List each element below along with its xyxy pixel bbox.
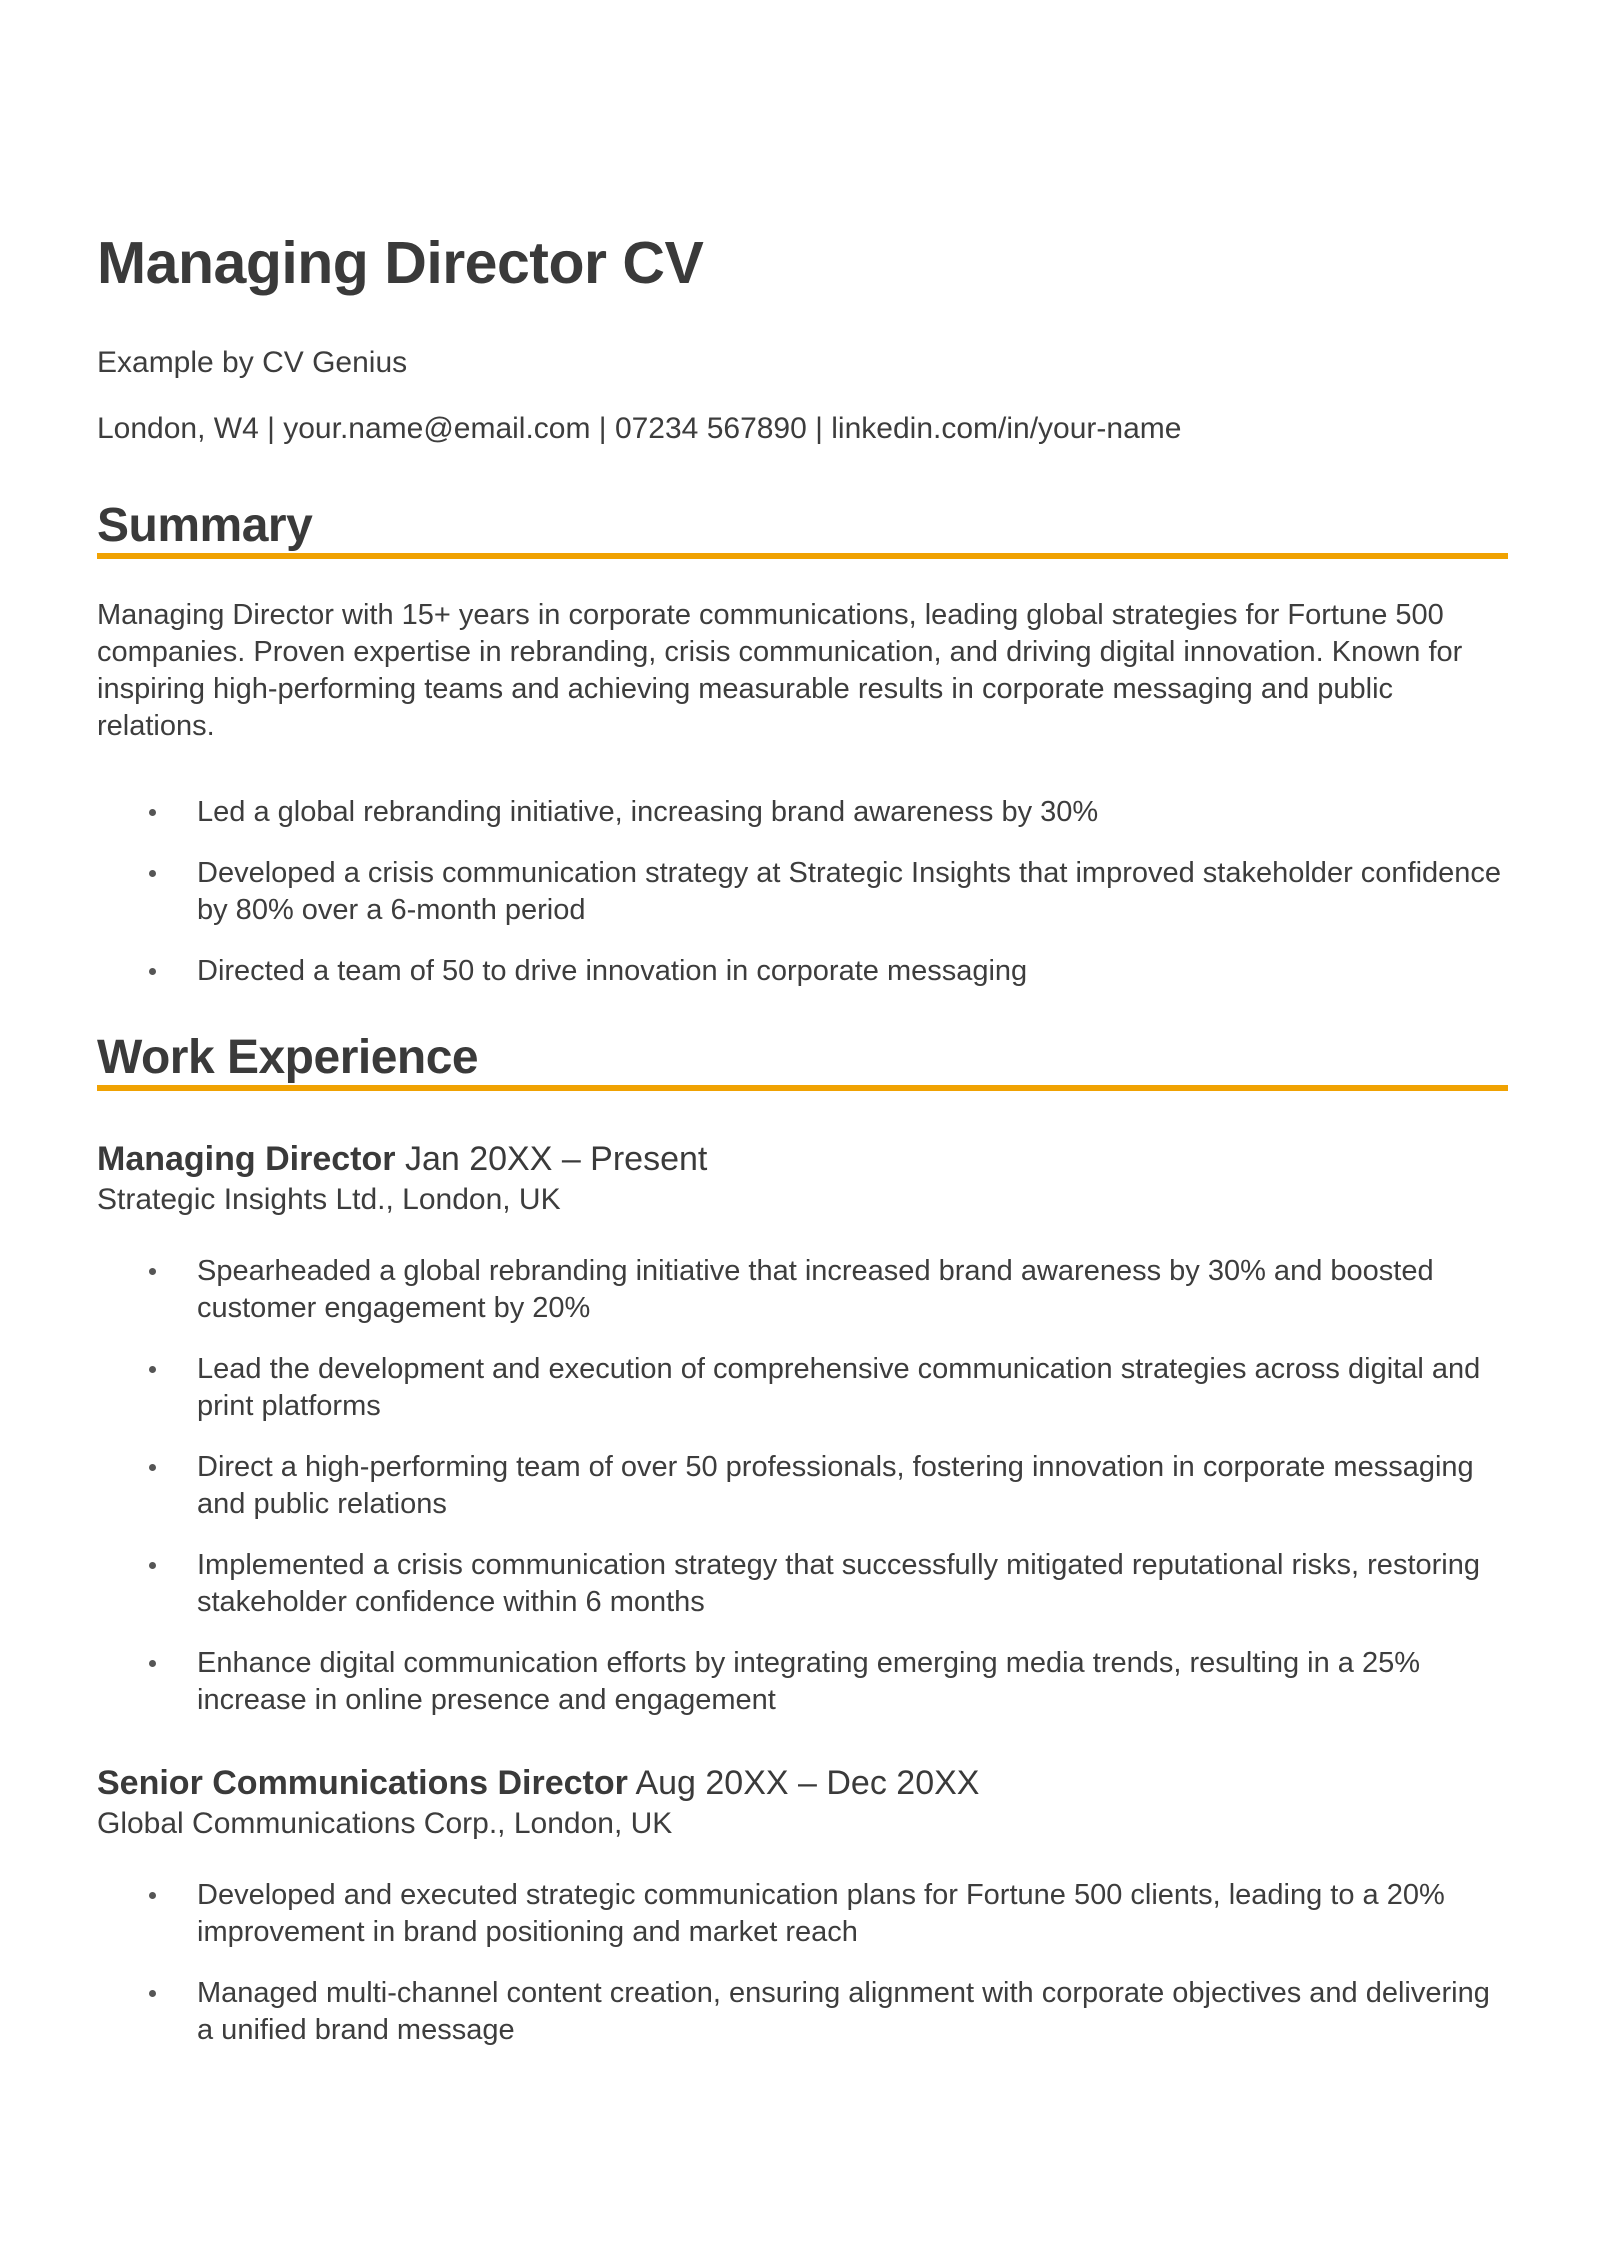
list-item (97, 1253, 1508, 1327)
job-bullet-list (97, 1877, 1508, 2049)
bullet-icon (149, 809, 156, 816)
list-item (97, 1645, 1508, 1719)
job-title: Managing Director (97, 1139, 396, 1178)
list-item-text: Lead the development and execution of comprehensive communication strategies across digital and print platforms (197, 1352, 1481, 1422)
list-item-text: Developed and executed strategic communication plans for Fortune 500 clients, leading to a 20% improvement in brand positioning and market reach (197, 1878, 1445, 1948)
list-item (97, 855, 1508, 929)
bullet-icon (149, 870, 156, 877)
list-item (97, 1547, 1508, 1621)
list-item (97, 1877, 1508, 1951)
work-experience-heading: Work Experience (97, 1030, 1508, 1091)
bullet-icon (149, 1990, 156, 1997)
bullet-icon (149, 968, 156, 975)
job-entry-1 (97, 1137, 1508, 1719)
job-company: Strategic Insights Ltd., London, UK (97, 1182, 561, 1216)
job-dates: Aug 20XX – Dec 20XX (635, 1763, 980, 1802)
job-dates: Jan 20XX – Present (404, 1139, 708, 1178)
list-item-text: Managed multi-channel content creation, ensuring alignment with corporate objectives and delivering a unified brand message (197, 1976, 1490, 2046)
bullet-icon (149, 1268, 156, 1275)
bullet-icon (149, 1562, 156, 1569)
job-entry-2 (97, 1761, 1508, 2049)
list-item (97, 794, 1508, 831)
job-bullet-list (97, 1253, 1508, 1719)
list-item-text: Implemented a crisis communication strategy that successfully mitigated reputational risks, restoring stakeholder confidence within 6 months (197, 1548, 1480, 1618)
summary-heading: Summary (97, 498, 1508, 559)
list-item (97, 1975, 1508, 2049)
bullet-icon (149, 1366, 156, 1373)
subtitle: Example by CV Genius (97, 345, 408, 379)
bullet-icon (149, 1464, 156, 1471)
cv-header (97, 230, 1508, 448)
list-item-text: Spearheaded a global rebranding initiative that increased brand awareness by 30% and boosted customer engagement by 20% (197, 1254, 1434, 1324)
job-title: Senior Communications Director (97, 1763, 628, 1802)
list-item-text: Direct a high-performing team of over 50 professionals, fostering innovation in corporate messaging and public relations (197, 1450, 1474, 1520)
job-heading (97, 1137, 1508, 1181)
list-item (97, 1351, 1508, 1425)
page-title: Managing Director CV (97, 230, 704, 296)
section-summary (97, 498, 1508, 990)
job-heading (97, 1761, 1508, 1805)
list-item-text: Developed a crisis communication strategy at Strategic Insights that improved stakeholder confidence by 80% over a 6-month period (197, 856, 1502, 926)
summary-paragraph: Managing Director with 15+ years in corporate communications, leading global strategies for Fortune 500 companies. Proven expertise in rebranding, crisis communication, and driving digital innovation. Known for inspiring high-performing teams and achieving measurable results in corporate messaging and public relations. (97, 598, 1463, 742)
list-item (97, 1449, 1508, 1523)
job-company: Global Communications Corp., London, UK (97, 1806, 673, 1840)
contact-line: London, W4 | your.name@email.com | 07234 567890 | linkedin.com/in/your-name (97, 411, 1182, 445)
list-item-text: Enhance digital communication efforts by integrating emerging media trends, resulting in a 25% increase in online presence and engagement (197, 1646, 1420, 1716)
section-work-experience (97, 1030, 1508, 2049)
bullet-icon (149, 1660, 156, 1667)
list-item-text: Directed a team of 50 to drive innovation in corporate messaging (197, 954, 1028, 987)
list-item-text: Led a global rebranding initiative, increasing brand awareness by 30% (197, 795, 1099, 828)
summary-bullet-list (97, 794, 1508, 990)
list-item (97, 953, 1508, 990)
bullet-icon (149, 1892, 156, 1899)
